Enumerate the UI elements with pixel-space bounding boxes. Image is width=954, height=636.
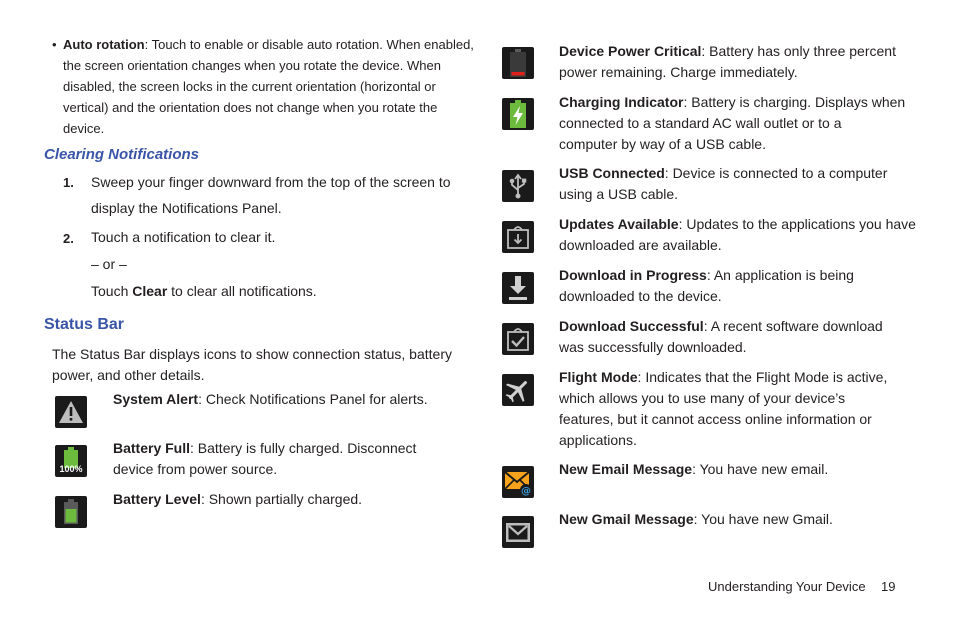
charging-indicator-line-3: computer by way of a USB cable. (559, 136, 766, 152)
step-1-line-2: display the Notifications Panel. (91, 200, 282, 216)
auto-rotation-line-3: disabled, the screen locks in the current orientation (horizontal or (63, 79, 436, 94)
device-power-critical-icon (502, 47, 534, 79)
airplane-icon (502, 374, 534, 406)
flight-mode-line-3: features, but it cannot access online information or (559, 411, 872, 427)
charging-indicator-line-1: Charging Indicator: Battery is charging. Displays when (559, 94, 906, 110)
auto-rotation-line-1: Auto rotation: Touch to enable or disable auto rotation. When enabled, (63, 37, 474, 52)
flight-mode-line-4: applications. (559, 432, 637, 448)
battery-full-line-2: device from power source. (113, 461, 278, 477)
clearing-notifications-heading: Clearing Notifications (44, 146, 200, 163)
step-1-line-1: Sweep your finger downward from the top of the screen to (91, 174, 451, 190)
flight-mode-line-1: Flight Mode: Indicates that the Flight Mode is active, (559, 369, 888, 385)
status-bar-intro-line-1: The Status Bar displays icons to show connection status, battery (52, 346, 452, 362)
charging-indicator-icon (502, 98, 534, 130)
charging-indicator-line-2: connected to a standard AC wall outlet or to a (559, 115, 842, 131)
status-bar-heading: Status Bar (44, 316, 125, 333)
battery-full-line-1: Battery Full: Battery is fully charged. Disconnect (113, 440, 417, 456)
step-1-number: 1. (63, 175, 74, 190)
auto-rotation-line-5: device. (63, 121, 105, 136)
battery-level-icon (55, 496, 87, 528)
system-alert-line-1: System Alert: Check Notifications Panel for alerts. (113, 391, 428, 407)
new-email-line-1: New Email Message: You have new email. (559, 461, 829, 477)
step-2-number: 2. (63, 231, 74, 246)
usb-connected-line-2: using a USB cable. (559, 186, 679, 202)
status-bar-intro-line-2: power, and other details. (52, 367, 205, 383)
auto-rotation-line-2: the screen orientation changes when you rotate the device. When (63, 58, 441, 73)
download-in-progress-line-1: Download in Progress: An application is being (559, 267, 854, 283)
step-2-text: Touch a notification to clear it. (91, 229, 276, 245)
download-in-progress-line-2: downloaded to the device. (559, 288, 722, 304)
gmail-icon (502, 516, 534, 548)
download-successful-line-1: Download Successful: A recent software download (559, 318, 883, 334)
svg-text:@: @ (521, 486, 531, 497)
auto-rotation-bullet: • (52, 37, 57, 52)
battery-full-percent: 100% (59, 464, 83, 474)
updates-available-line-1: Updates Available: Updates to the applications you have (559, 216, 916, 232)
flight-mode-line-2: which allows you to use many of your device’s (559, 390, 846, 406)
download-in-progress-icon (502, 272, 534, 304)
new-email-icon (502, 466, 534, 498)
device-power-critical-line-2: power remaining. Charge immediately. (559, 64, 798, 80)
auto-rotation-line-4: vertical) and the orientation does not change when you rotate the (63, 100, 438, 115)
battery-full-icon (55, 445, 87, 477)
battery-level-line-1: Battery Level: Shown partially charged. (113, 491, 363, 507)
new-gmail-line-1: New Gmail Message: You have new Gmail. (559, 511, 833, 527)
download-successful-line-2: was successfully downloaded. (559, 339, 747, 355)
updates-available-line-2: downloaded are available. (559, 237, 722, 253)
system-alert-icon (55, 396, 87, 428)
updates-available-icon (502, 221, 534, 253)
page-number: 19 (881, 579, 896, 594)
footer-section-title: Understanding Your Device (708, 579, 866, 594)
device-power-critical-line-1: Device Power Critical: Battery has only three percent (559, 43, 896, 59)
or-separator: – or – (91, 256, 127, 272)
touch-clear-text: Touch Clear to clear all notifications. (91, 283, 317, 299)
usb-connected-line-1: USB Connected: Device is connected to a computer (559, 165, 888, 181)
auto-rotation-term: Auto rotation (63, 37, 145, 52)
download-successful-icon (502, 323, 534, 355)
usb-connected-icon (502, 170, 534, 202)
